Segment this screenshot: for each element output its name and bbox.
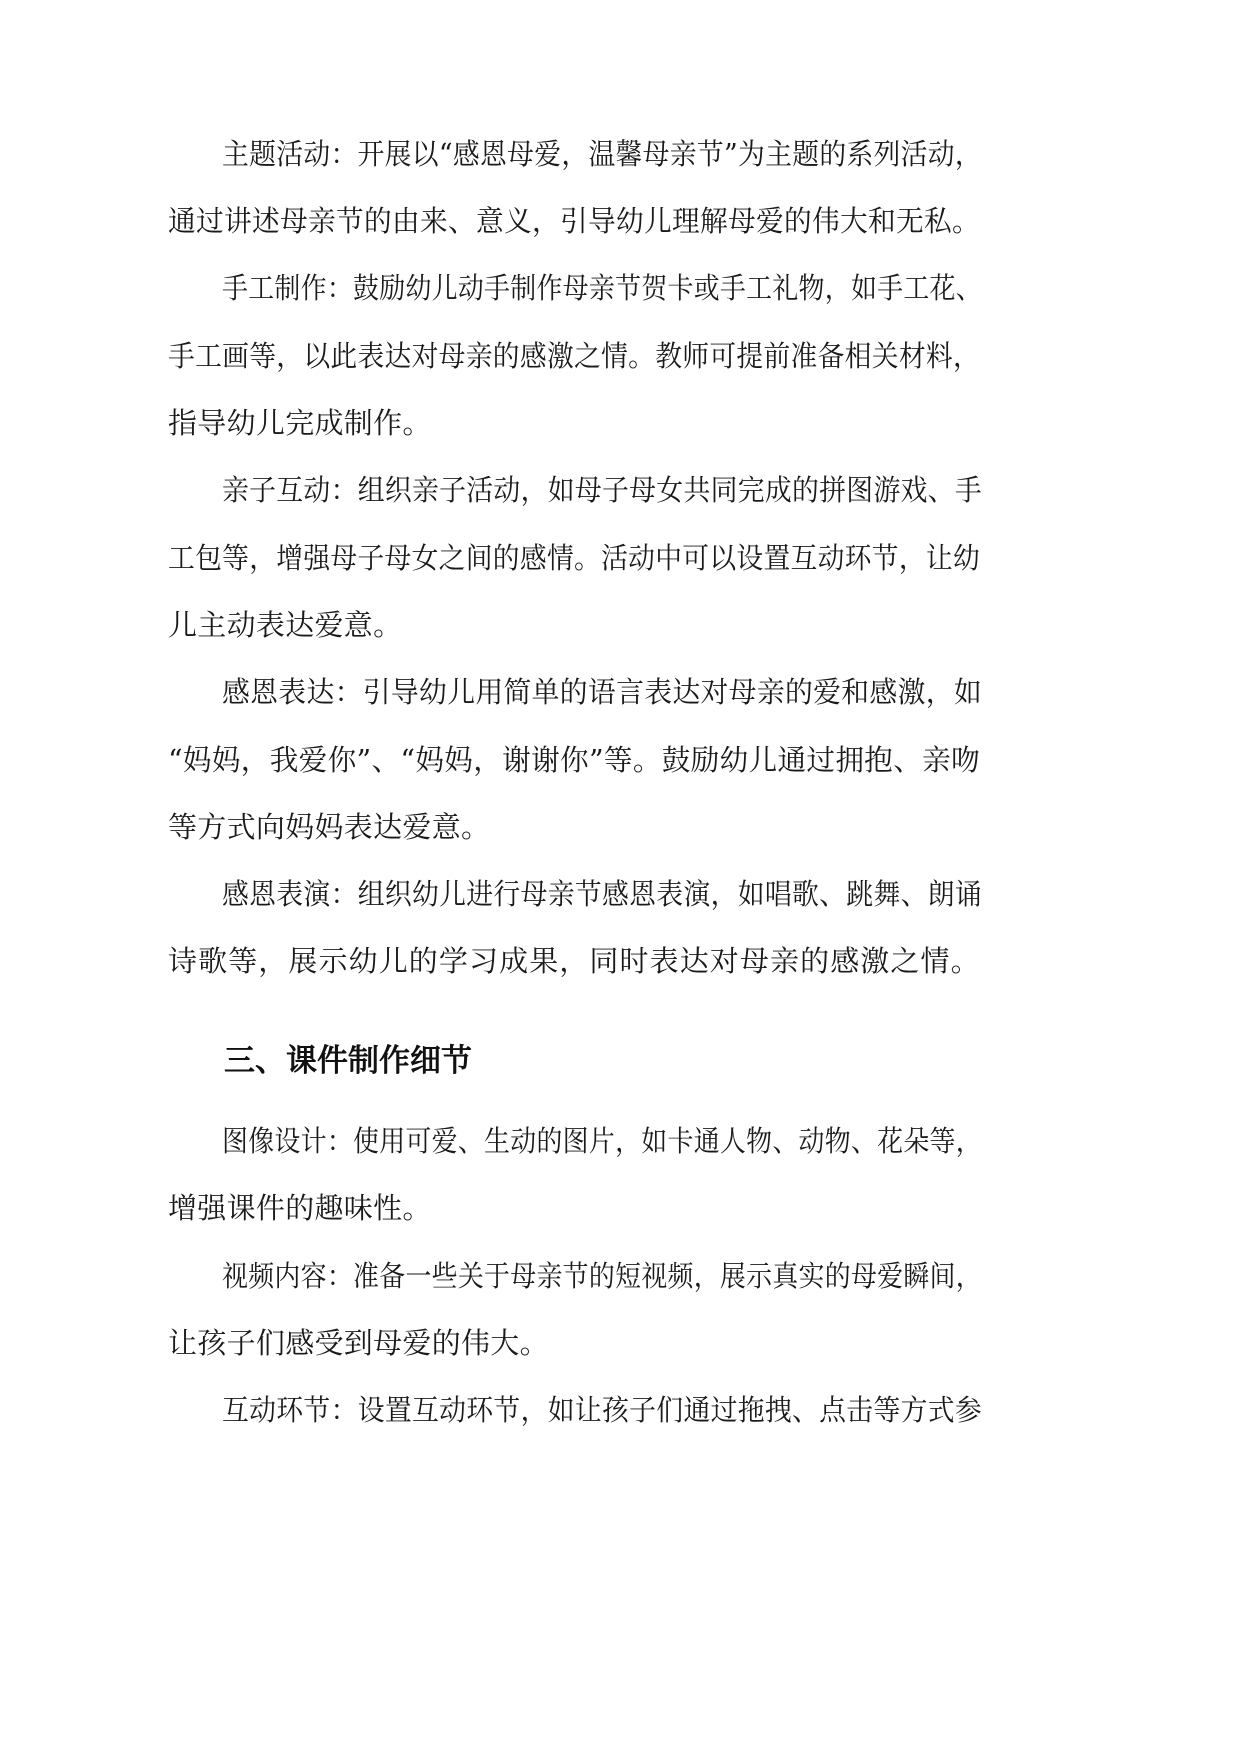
paragraph-gratitude-performance-line-2: 诗歌等，展示幼儿的学习成果，同时表达对母亲的感激之情。: [168, 944, 981, 978]
paragraph-handcraft-line-1: 手工制作：鼓励幼儿动手制作母亲节贺卡或手工礼物，如手工花、: [222, 271, 982, 305]
paragraph-video-content-line-1: 视频内容：准备一些关于母亲节的短视频，展示真实的母爱瞬间，: [222, 1259, 982, 1293]
paragraph-video-content-line-2: 让孩子们感受到母爱的伟大。: [168, 1326, 549, 1360]
paragraph-theme-activity-line-2: 通过讲述母亲节的由来、意义，引导幼儿理解母爱的伟大和无私。: [168, 204, 980, 238]
paragraph-interaction-line-1: 互动环节：设置互动环节，如让孩子们通过拖拽、点击等方式参: [222, 1393, 983, 1427]
section-heading: 三、课件制作细节: [224, 1043, 472, 1079]
paragraph-handcraft-line-3: 指导幼儿完成制作。: [168, 406, 432, 440]
paragraph-parent-child-line-1: 亲子互动：组织亲子活动，如母子母女共同完成的拼图游戏、手: [222, 473, 983, 507]
paragraph-theme-activity-line-1: 主题活动：开展以“感恩母爱，温馨母亲节”为主题的系列活动，: [222, 137, 983, 171]
paragraph-parent-child-line-3: 儿主动表达爱意。: [168, 608, 403, 642]
paragraph-gratitude-expression-line-2: “妈妈，我爱你”、“妈妈，谢谢你”等。鼓励幼儿通过拥抱、亲吻: [168, 743, 981, 777]
paragraph-image-design-line-2: 增强课件的趣味性。: [168, 1191, 432, 1225]
paragraph-parent-child-line-2: 工包等，增强母子母女之间的感情。活动中可以设置互动环节，让幼: [168, 541, 981, 575]
paragraph-gratitude-expression-line-1: 感恩表达：引导幼儿用简单的语言表达对母亲的爱和感激，如: [222, 675, 983, 709]
paragraph-gratitude-performance-line-1: 感恩表演：组织幼儿进行母亲节感恩表演，如唱歌、跳舞、朗诵: [222, 877, 983, 911]
paragraph-image-design-line-1: 图像设计：使用可爱、生动的图片，如卡通人物、动物、花朵等，: [222, 1124, 982, 1158]
paragraph-gratitude-expression-line-3: 等方式向妈妈表达爱意。: [168, 810, 491, 844]
paragraph-handcraft-line-2: 手工画等，以此表达对母亲的感激之情。教师可提前准备相关材料，: [168, 339, 981, 373]
